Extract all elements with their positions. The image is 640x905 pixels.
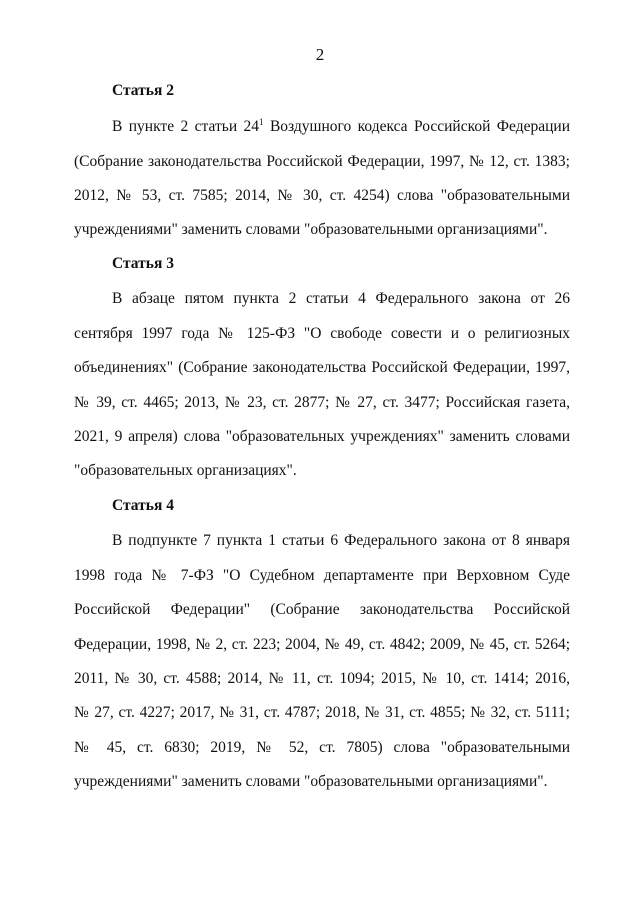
article-3-line-4: № 39, ст. 4465; 2013, № 23, ст. 2877; № 27, ст. 3477; Российская газета,	[74, 394, 570, 411]
article-4-heading: Статья 4	[112, 497, 174, 514]
article-4-line-7: № 45, ст. 6830; 2019, № 52, ст. 7805) слова "образовательными	[74, 739, 570, 756]
article-3-line-1: В абзаце пятом пункта 2 статьи 4 Федерального закона от 26	[112, 290, 570, 307]
article-4-line-3: Российской Федерации" (Собрание законодательства Российской	[74, 601, 570, 618]
article-4-line-2: 1998 года № 7-ФЗ "О Судебном департаменте при Верховном Суде	[74, 567, 570, 584]
article-4-line-5: 2011, № 30, ст. 4588; 2014, № 11, ст. 1094; 2015, № 10, ст. 1414; 2016,	[74, 670, 570, 687]
article-4-line-8: учреждениями" заменить словами "образовательными организациями".	[74, 773, 548, 790]
article-4-line-1: В подпункте 7 пункта 1 статьи 6 Федерального закона от 8 января	[112, 532, 570, 549]
article-4-line-6: № 27, ст. 4227; 2017, № 31, ст. 4787; 2018, № 31, ст. 4855; № 32, ст. 5111;	[74, 704, 570, 721]
article-3-line-3: объединениях" (Собрание законодательства Российской Федерации, 1997,	[74, 359, 570, 376]
article-2-line-1: В пункте 2 статьи $24^1$ Воздушного кодекса Российской Федерации	[112, 116, 570, 135]
page-number: 2	[315, 45, 325, 64]
article-2-line-2: (Собрание законодательства Российской Федерации, 1997, № 12, ст. 1383;	[74, 153, 570, 170]
superscript: 1	[259, 116, 264, 127]
article-3-line-6: "образовательных организациях".	[74, 462, 297, 479]
article-2-line-4: учреждениями" заменить словами "образовательными организациями".	[74, 221, 548, 238]
article-3-line-2: сентября 1997 года № 125-ФЗ "О свободе совести и о религиозных	[74, 325, 570, 342]
article-3-heading: Статья 3	[112, 255, 174, 272]
article-2-line-3: 2012, № 53, ст. 7585; 2014, № 30, ст. 4254) слова "образовательными	[74, 187, 570, 204]
article-2-heading: Статья 2	[112, 82, 174, 99]
article-3-line-5: 2021, 9 апреля) слова "образовательных учреждениях" заменить словами	[74, 428, 570, 445]
article-4-line-4: Федерации, 1998, № 2, ст. 223; 2004, № 49, ст. 4842; 2009, № 45, ст. 5264;	[74, 636, 570, 653]
